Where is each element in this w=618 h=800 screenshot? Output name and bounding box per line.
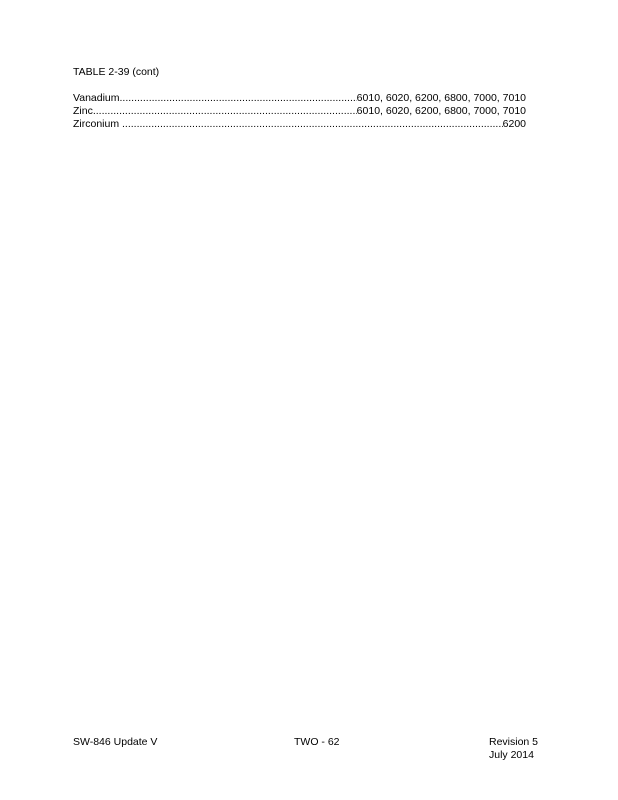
dot-leader xyxy=(120,92,357,105)
index-entry-zinc xyxy=(73,105,526,118)
element-name: Vanadium xyxy=(73,92,120,104)
table-title: TABLE 2-39 (cont) xyxy=(73,66,160,78)
revision-number: Revision 5 xyxy=(489,736,539,748)
footer-page-number: TWO - 62 xyxy=(294,736,340,748)
method-numbers: 6010, 6020, 6200, 6800, 7000, 7010 xyxy=(356,92,526,104)
index-entry-zirconium xyxy=(73,118,526,131)
element-name: Zirconium xyxy=(73,117,123,130)
footer-document-id: SW-846 Update V xyxy=(73,736,158,748)
element-name: Zinc xyxy=(73,104,93,117)
dot-leader xyxy=(122,118,503,131)
method-numbers: 6200 xyxy=(502,117,526,130)
index-entry-vanadium xyxy=(73,92,526,105)
method-numbers: 6010, 6020, 6200, 6800, 7000, 7010 xyxy=(356,104,526,117)
revision-date: July 2014 xyxy=(489,748,534,761)
footer-revision xyxy=(489,736,538,762)
dot-leader xyxy=(93,105,357,118)
index-entries xyxy=(73,92,526,130)
